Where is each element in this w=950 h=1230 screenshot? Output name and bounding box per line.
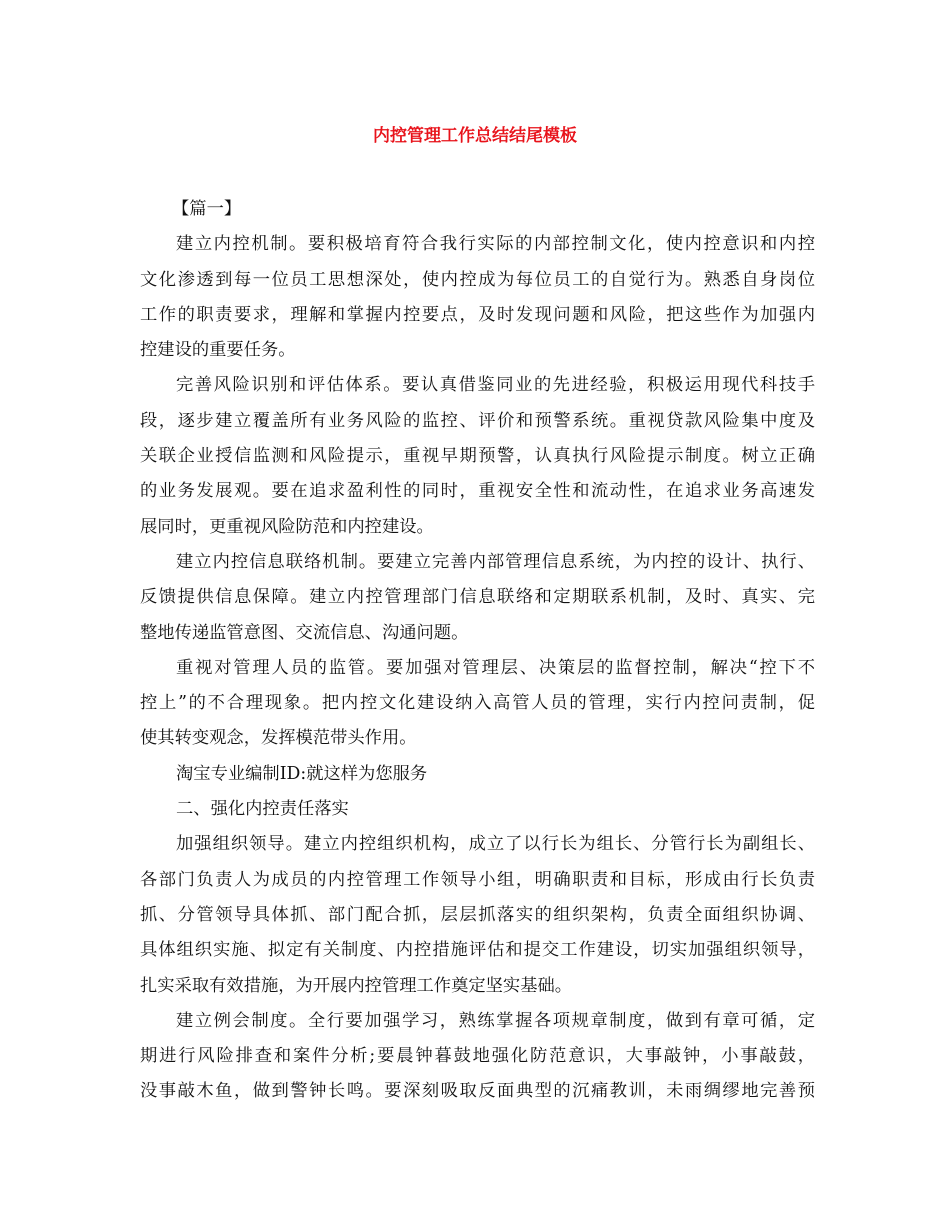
paragraph-line: 关联企业授信监测和风险提示，重视早期预警，认真执行风险提示制度。树立正确 [140,446,815,467]
paragraph-line: 建立例会制度。全行要加强学习，熟练掌握各项规章制度，做到有章可循，定 [176,1010,815,1031]
paragraph-line: 完善风险识别和评估体系。要认真借鉴同业的先进经验，积极运用现代科技手 [176,375,815,396]
document-body [140,192,815,1110]
paragraph-line: 扎实采取有效措施，为开展内控管理工作奠定坚实基础。 [140,975,573,996]
paragraph-line: 各部门负责人为成员的内控管理工作领导小组，明确职责和目标，形成由行长负责 [140,869,815,890]
paragraph-line: 段，逐步建立覆盖所有业务风险的监控、评价和预警系统。重视贷款风险集中度及 [140,410,815,431]
paragraph-line: 控上”的不合理现象。把内控文化建设纳入高管人员的管理，实行内控问责制，促 [140,693,815,714]
paragraph-line: 整地传递监管意图、交流信息、沟通问题。 [140,622,469,643]
paragraph-line: 期进行风险排查和案件分析;要晨钟暮鼓地强化防范意识，大事敲钟，小事敲鼓， [140,1046,815,1067]
document-title: 内控管理工作总结结尾模板 [373,126,577,146]
section-label: 【篇一】 [172,199,242,219]
paragraph-line: 使其转变观念，发挥模范带头作用。 [140,728,417,749]
paragraph-line: 重视对管理人员的监管。要加强对管理层、决策层的监督控制，解决“控下不 [176,657,815,678]
paragraph-line: 抓、分管领导具体抓、部门配合抓，层层抓落实的组织架构，负责全面组织协调、 [140,904,815,925]
paragraph-line: 控建设的重要任务。 [140,340,296,361]
paragraph-line: 二、强化内控责任落实 [176,799,349,820]
paragraph-line: 反馈提供信息保障。建立内控管理部门信息联络和定期联系机制，及时、真实、完 [140,587,815,608]
paragraph-line: 没事敲木鱼，做到警钟长鸣。要深刻吸取反面典型的沉痛教训，未雨绸缪地完善预 [140,1081,815,1102]
paragraph-line: 建立内控机制。要积极培育符合我行实际的内部控制文化，使内控意识和内控 [176,234,815,255]
paragraph-line: 具体组织实施、拟定有关制度、内控措施评估和提交工作建设，切实加强组织领导， [140,940,815,961]
paragraph-line: 加强组织领导。建立内控组织机构，成立了以行长为组长、分管行长为副组长、 [176,834,815,855]
paragraph-line: 工作的职责要求，理解和掌握内控要点，及时发现问题和风险，把这些作为加强内 [140,304,815,325]
paragraph-line: 展同时，更重视风险防范和内控建设。 [140,516,434,537]
paragraph-line: 建立内控信息联络机制。要建立完善内部管理信息系统，为内控的设计、执行、 [176,551,815,572]
paragraph-line: 文化渗透到每一位员工思想深处，使内控成为每位员工的自觉行为。熟悉自身岗位 [140,269,815,290]
paragraph-line: 淘宝专业编制ID:就这样为您服务 [176,763,428,784]
paragraph-line: 的业务发展观。要在追求盈利性的同时，重视安全性和流动性，在追求业务高速发 [140,481,815,502]
